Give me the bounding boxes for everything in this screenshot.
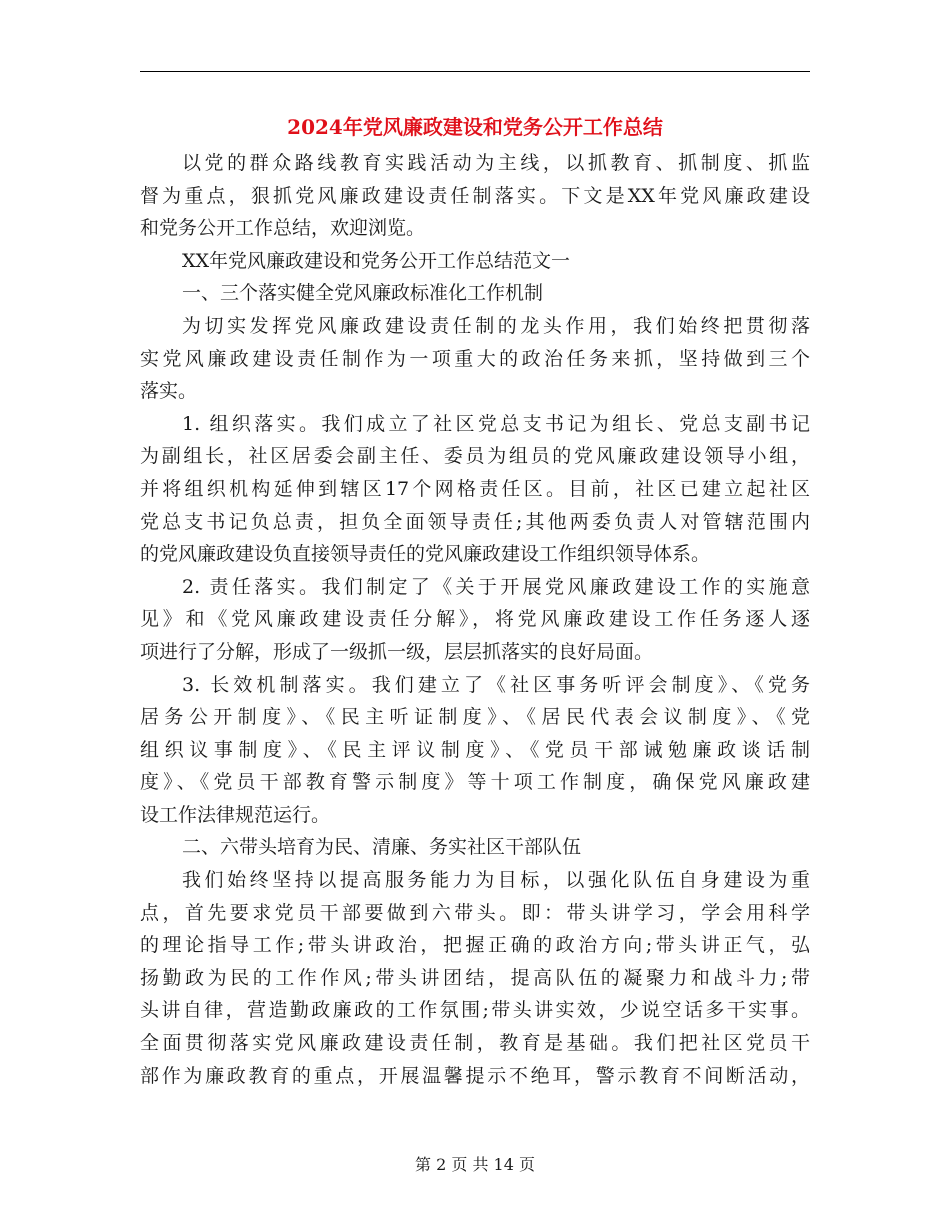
body-text-line: 1. 组织落实。我们成立了社区党总支书记为组长、党总支副书记 <box>182 412 810 435</box>
body-text-line: 见》和《党风廉政建设责任分解》，将党风廉政建设工作任务逐人逐 <box>140 608 810 631</box>
body-text-line: 以党的群众路线教育实践活动为主线，以抓教育、抓制度、抓监 <box>182 152 810 174</box>
page-number-footer: 第 2 页 共 14 页 <box>415 1155 535 1174</box>
body-text-line: 2. 责任落实。我们制定了《关于开展党风廉政建设工作的实施意 <box>182 575 810 598</box>
body-text-line: 为切实发挥党风廉政建设责任制的龙头作用，我们始终把贯彻落 <box>182 314 810 337</box>
body-text-line: XX年党风廉政建设和党务公开工作总结范文一 <box>182 249 571 272</box>
body-text-line: 点，首先要求党员干部要做到六带头。即：带头讲学习，学会用科学 <box>140 901 810 924</box>
body-text-line: 3. 长效机制落实。我们建立了《社区事务听评会制度》、《党务 <box>182 673 810 696</box>
body-text-line: 和党务公开工作总结，欢迎浏览。 <box>140 217 426 240</box>
body-text-line: 二、六带头培育为民、清廉、务实社区干部队伍 <box>182 836 582 859</box>
body-text-line: 度》、《党员干部教育警示制度》等十项工作制度，确保党风廉政建 <box>140 771 810 794</box>
document-body <box>140 147 810 1092</box>
body-text-line: 我们始终坚持以提高服务能力为目标，以强化队伍自身建设为重 <box>182 869 810 892</box>
body-text-line: 的党风廉政建设负直接领导责任的党风廉政建设工作组织领导体系。 <box>140 543 711 566</box>
body-text-line: 设工作法律规范运行。 <box>140 803 331 826</box>
body-text-line: 居务公开制度》、《民主听证制度》、《居民代表会议制度》、《党 <box>140 706 810 729</box>
body-text-line: 党总支书记负总责，担负全面领导责任;其他两委负责人对管辖范围内 <box>140 510 810 533</box>
body-text-line: 为副组长，社区居委会副主任、委员为组员的党风廉政建设领导小组， <box>140 445 810 468</box>
body-text-line: 的理论指导工作;带头讲政治，把握正确的政治方向;带头讲正气，弘 <box>140 934 810 957</box>
body-text-line: 实党风廉政建设责任制作为一项重大的政治任务来抓，坚持做到三个 <box>140 347 810 370</box>
body-text-line: 全面贯彻落实党风廉政建设责任制，教育是基础。我们把社区党员干 <box>140 1032 810 1055</box>
body-text-line: 落实。 <box>140 380 198 403</box>
body-text-line: 头讲自律，营造勤政廉政的工作氛围;带头讲实效，少说空话多干实事。 <box>140 999 810 1022</box>
header-rule <box>140 71 810 72</box>
body-text-line: 项进行了分解，形成了一级抓一级，层层抓落实的良好局面。 <box>140 640 654 663</box>
body-text-line: 并将组织机构延伸到辖区17个网格责任区。目前，社区已建立起社区 <box>140 477 810 500</box>
body-text-line: 部作为廉政教育的重点，开展温馨提示不绝耳，警示教育不间断活动， <box>140 1064 810 1087</box>
document-title: 2024年党风廉政建设和党务公开工作总结 <box>287 115 663 139</box>
body-text-line: 督为重点，狠抓党风廉政建设责任制落实。下文是XX年党风廉政建设 <box>140 184 810 207</box>
body-text-line: 一、三个落实健全党风廉政标准化工作机制 <box>182 282 544 305</box>
body-text-line: 组织议事制度》、《民主评议制度》、《党员干部诫勉廉政谈话制 <box>140 738 810 761</box>
body-text-line: 扬勤政为民的工作作风;带头讲团结，提高队伍的凝聚力和战斗力;带 <box>140 966 810 989</box>
